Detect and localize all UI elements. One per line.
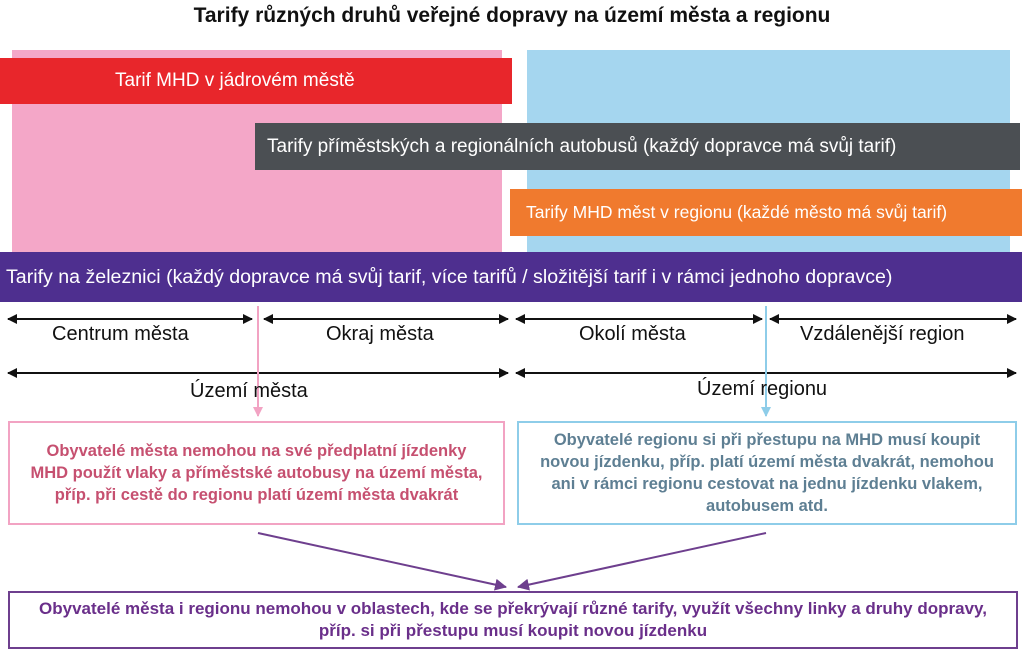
diagram-title: Tarify různých druhů veřejné dopravy na území města a regionu xyxy=(193,4,831,27)
zone-city-edge: Okraj města xyxy=(326,323,434,345)
zone-city-surroundings: Okolí města xyxy=(579,323,686,345)
zone-city-center: Centrum města xyxy=(52,323,189,345)
zone-city-territory: Území města xyxy=(190,380,308,402)
bar-railway: Tarify na železnici (každý dopravce má svůj tarif, více tarifů / složitější tarif i v rámci jednoho dopravce) xyxy=(0,252,1022,302)
arrow-region-to-result xyxy=(518,533,766,587)
zone-distant-region: Vzdálenější region xyxy=(800,323,965,345)
city-residents-box xyxy=(8,421,505,525)
zone-region-territory: Území regionu xyxy=(697,378,828,400)
bar-regional-city-mhd: Tarify MHD měst v regionu (každé město má svůj tarif) xyxy=(510,189,1022,236)
city-residents-text: Obyvatelé města nemohou na své předplatní jízdenky MHD použít vlaky a příměstské autobusy na území města, příp. při cestě do regionu platí území města dvakrát xyxy=(30,442,483,504)
result-box xyxy=(8,591,1018,649)
bar-suburban-bus: Tarify příměstských a regionálních autobusů (každý dopravce má svůj tarif) xyxy=(255,123,1020,170)
result-text: Obyvatelé města i regionu nemohou v oblastech, kde se překrývají různé tarify, využít všechny linky a druhy dopravy, příp. si při přestupu musí koupit novou jízdenku xyxy=(39,599,987,640)
bar-mhd-core-city: Tarif MHD v jádrovém městě xyxy=(0,58,512,104)
region-residents-text: Obyvatelé regionu si při přestupu na MHD musí koupit novou jízdenku, příp. platí území města dvakrát, nemohou ani v rámci regionu cestovat na jednu jízdenku vlakem, autobusem atd. xyxy=(540,431,994,515)
arrow-city-to-result xyxy=(258,533,506,587)
region-residents-box xyxy=(517,421,1017,525)
